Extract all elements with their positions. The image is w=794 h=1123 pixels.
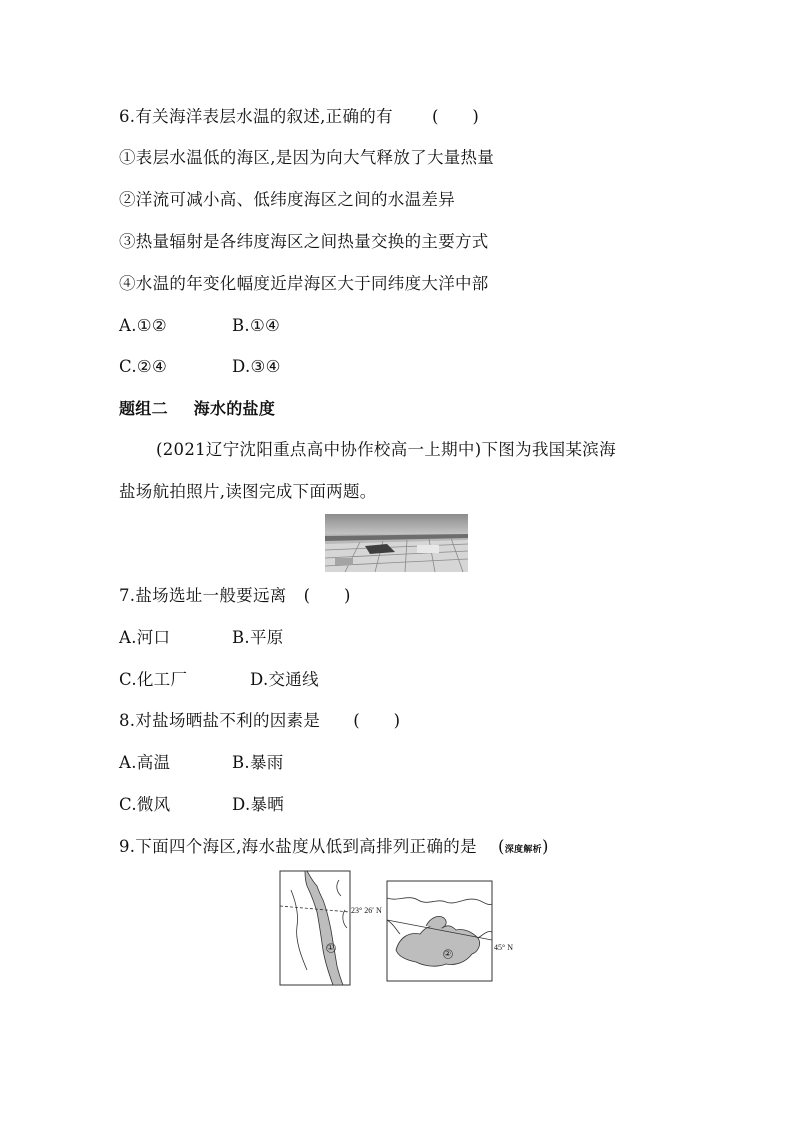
- q6-option-b: B.①④: [232, 316, 281, 335]
- q9-paren-open: (: [497, 837, 505, 856]
- context-line-1: (2021辽宁沈阳重点高中协作校高一上期中)下图为我国某滨海: [156, 440, 616, 459]
- q9-stem-line: [119, 836, 549, 861]
- q8-option-c: C.微风: [119, 795, 171, 814]
- q9-analysis-tag: 深度解析: [504, 845, 542, 855]
- q7-answer-paren: ( ): [303, 586, 351, 605]
- map-2-lat-label: 45° N: [494, 943, 513, 952]
- map-2-black-sea: [386, 880, 518, 982]
- q8-stem-line: [119, 710, 400, 732]
- q8-option-b: B.暴雨: [232, 753, 284, 772]
- q6-option-a: A.①②: [119, 316, 167, 335]
- q8-stem: 8.对盐场晒盐不利的因素是: [119, 711, 321, 730]
- map-2-marker: ②: [444, 949, 452, 958]
- q7-option-d: D.交通线: [250, 670, 319, 689]
- map-1-red-sea: [279, 870, 382, 986]
- q6-answer-paren: ( ): [431, 107, 480, 126]
- section-title: 海水的盐度: [193, 399, 276, 418]
- section-heading: [119, 398, 275, 420]
- context-line-2: 盐场航拍照片,读图完成下面两题。: [119, 482, 377, 501]
- q7-option-c: C.化工厂: [119, 670, 188, 689]
- q8-option-d: D.暴晒: [232, 795, 285, 814]
- q6-stem: 6.有关海洋表层水温的叙述,正确的有: [119, 107, 393, 126]
- q6-item-4: ④水温的年变化幅度近岸海区大于同纬度大洋中部: [119, 274, 489, 293]
- q9-paren-close: ): [541, 837, 549, 856]
- q7-option-a: A.河口: [119, 628, 171, 647]
- q8-option-a: A.高温: [119, 753, 171, 772]
- q6-option-d: D.③④: [232, 357, 281, 376]
- q7-stem-line: [119, 585, 351, 607]
- q6-option-c: C.②④: [119, 357, 168, 376]
- q9-stem: 9.下面四个海区,海水盐度从低到高排列正确的是: [119, 837, 477, 856]
- q8-answer-paren: ( ): [353, 711, 401, 730]
- q6-item-3: ③热量辐射是各纬度海区之间热量交换的主要方式: [119, 232, 489, 251]
- map-1-marker: ①: [327, 943, 335, 952]
- q6-item-2: ②洋流可减小高、低纬度海区之间的水温差异: [119, 190, 455, 209]
- q6-stem-line: [119, 106, 479, 128]
- section-label: 题组二: [119, 399, 168, 418]
- map-1-lat-label: 23° 26′ N: [351, 906, 382, 915]
- q7-option-b: B.平原: [232, 628, 284, 647]
- salt-field-photo: [325, 514, 468, 572]
- q6-item-1: ①表层水温低的海区,是因为向大气释放了大量热量: [119, 148, 495, 167]
- q7-stem: 7.盐场选址一般要远离: [119, 586, 287, 605]
